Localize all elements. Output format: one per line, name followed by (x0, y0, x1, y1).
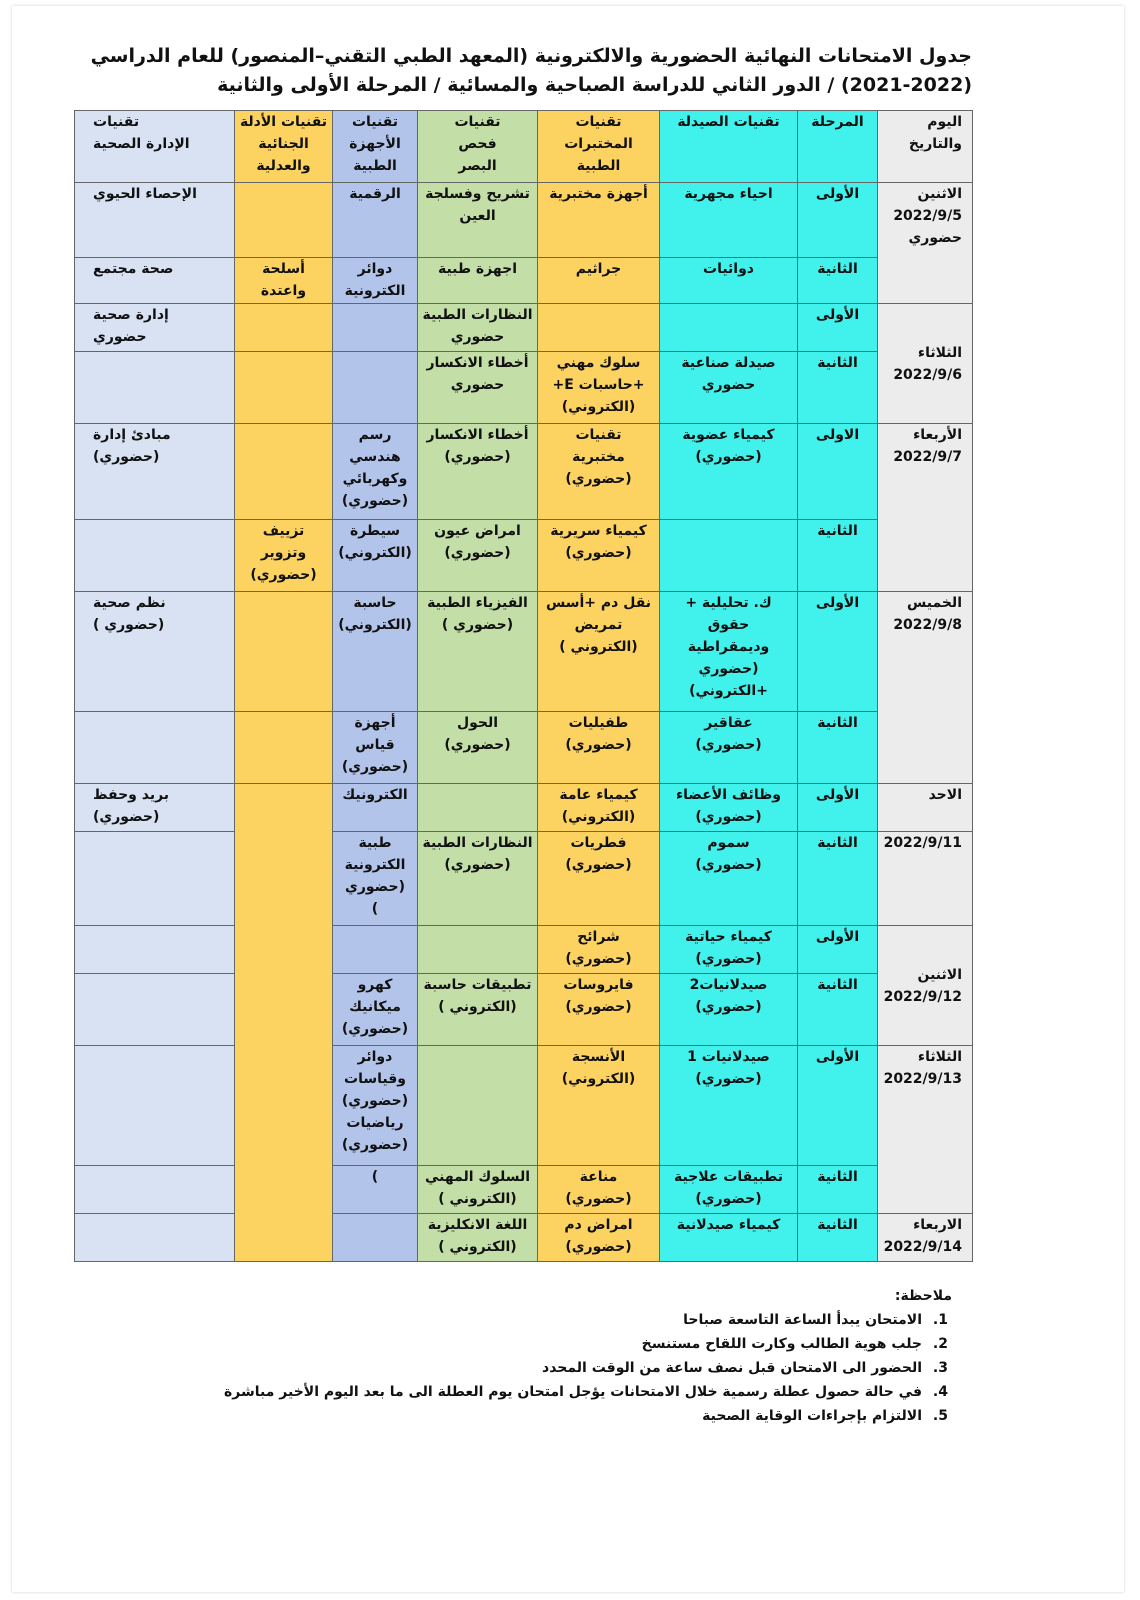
devices-cell (333, 352, 418, 424)
notes-section (212, 1284, 952, 1428)
stage-cell: الأولى (798, 183, 878, 258)
header-forensic: تقنيات الأدلة الجنائية والعدلية (235, 111, 333, 183)
labs-cell: طفيليات (حضوري) (538, 712, 660, 784)
admin-cell: صحة مجتمع (75, 258, 235, 304)
eye-cell: النظارات الطبية حضوري (418, 304, 538, 352)
stage-cell: الاولى (798, 424, 878, 520)
admin-cell (75, 926, 235, 974)
pharmacy-cell: كيمياء عضوية (حضوري) (660, 424, 798, 520)
header-pharmacy: تقنيات الصيدلة (660, 111, 798, 183)
table-row (75, 520, 973, 592)
header-devices: تقنيات الأجهزة الطبية (333, 111, 418, 183)
table-row (75, 712, 973, 784)
day-cell: الاحد (878, 784, 973, 832)
header-eye: تقنيات فحص البصر (418, 111, 538, 183)
pharmacy-cell: دوائيات (660, 258, 798, 304)
labs-cell: جراثيم (538, 258, 660, 304)
devices-cell: كهرو ميكانيك (حضوري) (333, 974, 418, 1046)
header-day: اليوم والتاريخ (878, 111, 973, 183)
note-item: 1. الامتحان يبدأ الساعة التاسعة صباحا (212, 1308, 928, 1332)
eye-cell: تطبيقات حاسبة (الكتروني ) (418, 974, 538, 1046)
eye-cell: أخطاء الانكسار حضوري (418, 352, 538, 424)
pharmacy-cell: تطبيقات علاجية (حضوري) (660, 1166, 798, 1214)
admin-cell (75, 1166, 235, 1214)
stage-cell: الأولى (798, 592, 878, 712)
labs-cell: كيمياء عامة (الكتروني) (538, 784, 660, 832)
devices-cell: أجهزة قياس (حضوري) (333, 712, 418, 784)
forensic-cell: أسلحة واعتدة (235, 258, 333, 304)
day-cell: الاثنين 2022/9/5 حضوري (878, 183, 973, 304)
labs-cell: مناعة (حضوري) (538, 1166, 660, 1214)
admin-cell (75, 1214, 235, 1262)
eye-cell (418, 1046, 538, 1166)
labs-cell: نقل دم +أسس تمريض (الكتروني ) (538, 592, 660, 712)
table-row (75, 1046, 973, 1166)
pharmacy-cell: احياء مجهرية (660, 183, 798, 258)
labs-cell: الأنسجة (الكتروني) (538, 1046, 660, 1166)
forensic-cell (235, 592, 333, 712)
note-item: 3. الحضور الى الامتحان قبل نصف ساعة من الوقت المحدد (212, 1356, 928, 1380)
labs-cell: امراض دم (حضوري) (538, 1214, 660, 1262)
pharmacy-cell: صيدلانيات 1 (حضوري) (660, 1046, 798, 1166)
table-row (75, 1166, 973, 1214)
stage-cell: الثانية (798, 1214, 878, 1262)
stage-cell: الأولى (798, 304, 878, 352)
table-row (75, 183, 973, 258)
eye-cell: الحول (حضوري) (418, 712, 538, 784)
header-labs: تقنيات المختبرات الطبية (538, 111, 660, 183)
forensic-cell (235, 352, 333, 424)
exam-schedule-table (74, 110, 973, 1262)
devices-cell (333, 926, 418, 974)
pharmacy-cell: صيدلانيات2 (حضوري) (660, 974, 798, 1046)
header-admin: تقنيات الإدارة الصحية (75, 111, 235, 183)
document-title (72, 42, 972, 100)
table-row (75, 352, 973, 424)
note-item: 5. الالتزام بإجراءات الوقاية الصحية (212, 1404, 928, 1428)
stage-cell: الثانية (798, 832, 878, 926)
table-row (75, 926, 973, 974)
day-cell: الاربعاء 2022/9/14 (878, 1214, 973, 1262)
table-row (75, 832, 973, 926)
eye-cell (418, 926, 538, 974)
labs-cell: فايروسات (حضوري) (538, 974, 660, 1046)
notes-title: ملاحظة: (894, 1288, 952, 1304)
eye-cell: السلوك المهني (الكتروني ) (418, 1166, 538, 1214)
devices-cell: طبية الكترونية (حضوري ) (333, 832, 418, 926)
title-line-2: (2021-2022) / الدور الثاني للدراسة الصباحية والمسائية / المرحلة الأولى والثانية (217, 74, 972, 96)
notes-list (212, 1308, 952, 1428)
devices-cell (333, 304, 418, 352)
admin-cell (75, 1046, 235, 1166)
admin-cell: بريد وحفظ (حضوري) (75, 784, 235, 832)
pharmacy-cell: سموم (حضوري) (660, 832, 798, 926)
eye-cell (418, 784, 538, 832)
devices-cell: حاسبة (الكتروني) (333, 592, 418, 712)
table-row (75, 258, 973, 304)
stage-cell: الأولى (798, 784, 878, 832)
day-cell: الاثنين 2022/9/12 (878, 926, 973, 1046)
title-line-1: جدول الامتحانات النهائية الحضورية والالكترونية (المعهد الطبي التقني–المنصور) للعام الدراسي (90, 45, 972, 67)
day-cell: الثلاثاء 2022/9/13 (878, 1046, 973, 1214)
admin-cell: نظم صحية (حضوري ) (75, 592, 235, 712)
pharmacy-cell: وظائف الأعضاء (حضوري) (660, 784, 798, 832)
table-row (75, 592, 973, 712)
note-item: 2. جلب هوية الطالب وكارت اللقاح مستنسخ (212, 1332, 928, 1356)
admin-cell (75, 352, 235, 424)
header-row (75, 111, 973, 183)
pharmacy-cell (660, 304, 798, 352)
eye-cell: تشريح وفسلجة العين (418, 183, 538, 258)
admin-cell (75, 974, 235, 1046)
labs-cell: سلوك مهني +حاسبات E+ (الكتروني) (538, 352, 660, 424)
admin-cell: مبادئ إدارة (حضوري) (75, 424, 235, 520)
stage-cell: الأولى (798, 1046, 878, 1166)
devices-cell: رسم هندسي وكهربائي (حضوري) (333, 424, 418, 520)
note-item: 4. في حالة حصول عطلة رسمية خلال الامتحانات يؤجل امتحان يوم العطلة الى ما بعد اليوم الأخير مباشرة (212, 1380, 928, 1404)
table-row (75, 974, 973, 1046)
table-row (75, 304, 973, 352)
labs-cell: كيمياء سريرية (حضوري) (538, 520, 660, 592)
stage-cell: الأولى (798, 926, 878, 974)
stage-cell: الثانية (798, 1166, 878, 1214)
labs-cell: أجهزة مختبرية (538, 183, 660, 258)
pharmacy-cell: كيمياء صيدلانية (660, 1214, 798, 1262)
labs-cell: فطريات (حضوري) (538, 832, 660, 926)
stage-cell: الثانية (798, 712, 878, 784)
eye-cell: أخطاء الانكسار (حضوري) (418, 424, 538, 520)
admin-cell: إدارة صحية حضوري (75, 304, 235, 352)
day-cell: الخميس 2022/9/8 (878, 592, 973, 784)
document-page (12, 6, 1124, 1592)
admin-cell (75, 712, 235, 784)
devices-cell: دوائر الكترونية (333, 258, 418, 304)
day-cell: 2022/9/11 (878, 832, 973, 926)
table-row (75, 424, 973, 520)
devices-cell: دوائر وقياسات (حضوري) رياضيات (حضوري) (333, 1046, 418, 1166)
labs-cell: تقنيات مختبرية (حضوري) (538, 424, 660, 520)
pharmacy-cell: عقاقير (حضوري) (660, 712, 798, 784)
header-stage: المرحلة (798, 111, 878, 183)
stage-cell: الثانية (798, 258, 878, 304)
labs-cell: شرائح (حضوري) (538, 926, 660, 974)
pharmacy-cell (660, 520, 798, 592)
eye-cell: امراض عيون (حضوري) (418, 520, 538, 592)
forensic-cell (235, 424, 333, 520)
devices-cell: الكترونيك (333, 784, 418, 832)
devices-cell: سيطرة (الكتروني) (333, 520, 418, 592)
devices-cell: الرقمية (333, 183, 418, 258)
labs-cell (538, 304, 660, 352)
admin-cell: الإحصاء الحيوي (75, 183, 235, 258)
forensic-cell (235, 712, 333, 784)
stage-cell: الثانية (798, 352, 878, 424)
stage-cell: الثانية (798, 520, 878, 592)
forensic-cell (235, 183, 333, 258)
eye-cell: اجهزة طبية (418, 258, 538, 304)
stage-cell: الثانية (798, 974, 878, 1046)
pharmacy-cell: ك. تحليلية + حقوق وديمقراطية (حضوري +الكتروني) (660, 592, 798, 712)
table-row (75, 784, 973, 832)
table-row (75, 1214, 973, 1262)
pharmacy-cell: كيمياء حياتية (حضوري) (660, 926, 798, 974)
eye-cell: الفيزياء الطبية (حضوري ) (418, 592, 538, 712)
devices-cell (333, 1214, 418, 1262)
pharmacy-cell: صيدلة صناعية حضوري (660, 352, 798, 424)
day-cell: الثلاثاء 2022/9/6 (878, 304, 973, 424)
admin-cell (75, 520, 235, 592)
forensic-cell (235, 784, 333, 1262)
admin-cell (75, 832, 235, 926)
devices-cell: ) (333, 1166, 418, 1214)
eye-cell: النظارات الطبية (حضوري) (418, 832, 538, 926)
forensic-cell (235, 304, 333, 352)
day-cell: الأربعاء 2022/9/7 (878, 424, 973, 592)
eye-cell: اللغة الانكليزية (الكتروني ) (418, 1214, 538, 1262)
forensic-cell: تزييف وتزوير (حضوري) (235, 520, 333, 592)
